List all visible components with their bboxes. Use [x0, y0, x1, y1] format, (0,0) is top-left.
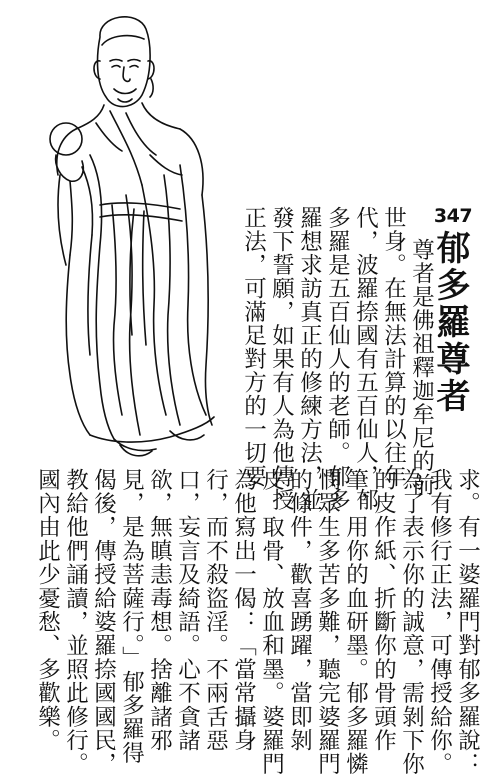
upper-text-column-5: 羅想求訪真正的修練方法，並 [296, 206, 323, 512]
upper-text-column-3: 代，波羅捺國有五百仙人，郁 [352, 206, 379, 512]
lower-text-column-11: 口，妄言及綺語。心不貪諸 [174, 468, 201, 753]
lower-text-column-3: 為了表示你的誠意，需剝下你 [398, 468, 425, 776]
lower-text-column-7: 的條件，歡喜踴躍，當即剝 [286, 468, 313, 753]
lower-text-column-9: 為他寫出一偈：「當常攝身 [230, 468, 257, 753]
upper-text-column-7: 正法，可滿足對方的一切要 [240, 206, 267, 488]
lower-text-column-12: 欲，無瞋恚毒想。捨離諸邪 [146, 468, 173, 753]
lower-text-column-8: 皮、取骨、放血和墨。婆羅門 [258, 468, 285, 776]
arhat-holding-pearl-figure-icon [30, 5, 215, 460]
lower-text-column-14: 偈後，傳授給婆羅捺國國民， [90, 468, 117, 776]
lower-text-column-5: 筆，用你的血研墨。郁多羅憐 [342, 468, 369, 776]
lower-text-column-15: 教給他們誦讀，並照此修行。 [62, 468, 89, 776]
lower-text-column-16: 國內由此少憂愁、多歡樂。 [34, 468, 61, 753]
entry-number: 347 [433, 205, 473, 227]
lower-text-column-4: 的皮作紙、折斷你的骨頭作 [370, 468, 397, 753]
upper-text-column-1: 尊者是佛祖釋迦牟尼的前 [408, 238, 435, 497]
upper-text-column-6: 發下誓願，如果有人為他傳授 [268, 206, 295, 512]
upper-text-column-2: 世身。在無法計算的以往年 [380, 206, 407, 488]
upper-text-column-4: 多羅是五百仙人的老師。郁多 [324, 206, 351, 512]
entry-title: 郁多羅尊者 [430, 230, 470, 415]
lower-text-column-2: 我有修行正法，可傳授給你。 [426, 468, 453, 776]
lower-text-column-13: 見，是為菩薩行。」郁多羅得 [118, 468, 145, 765]
lower-text-column-6: 憫眾生多苦多難，聽完婆羅門 [314, 468, 341, 776]
lower-text-column-1: 求。有一婆羅門對郁多羅說： [454, 468, 481, 776]
lower-text-column-10: 行，而不殺盜淫。不兩舌惡 [202, 468, 229, 753]
arhat-illustration [30, 5, 215, 460]
